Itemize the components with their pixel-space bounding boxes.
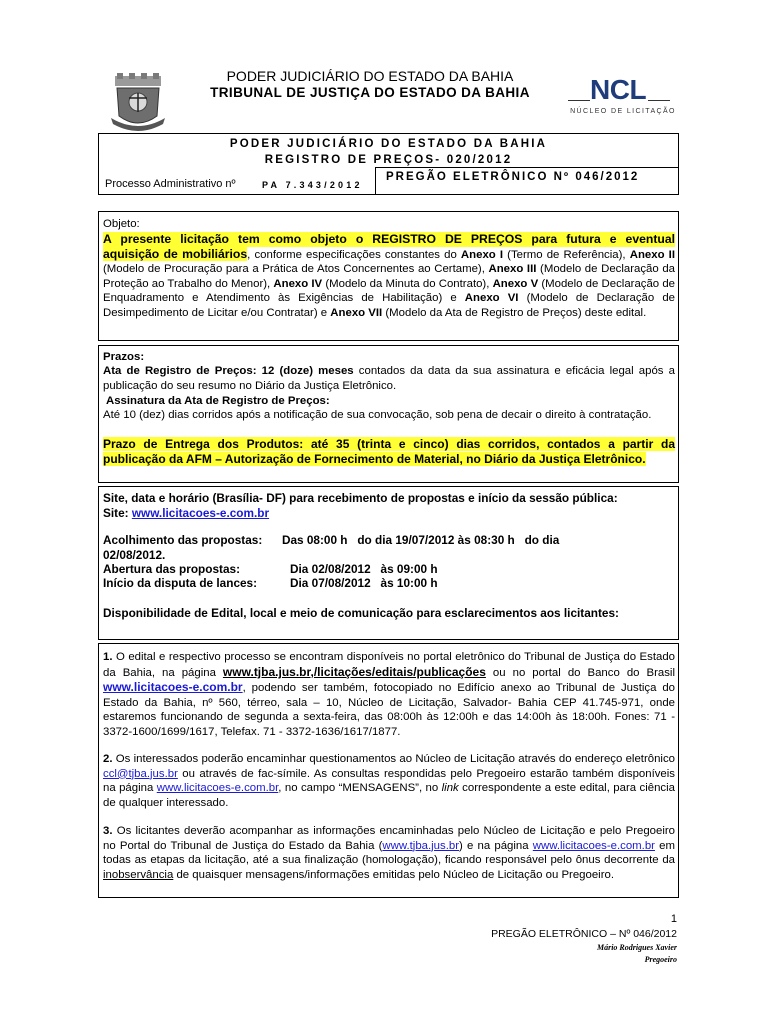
acolhimento-line-2: 02/08/2012. — [103, 548, 166, 562]
tjba-link[interactable]: www.tjba.jus.br — [382, 839, 460, 852]
anexo-3: Anexo III — [488, 263, 537, 276]
anexo-6: Anexo VI — [464, 292, 519, 305]
item-2-number: 2. — [103, 753, 113, 765]
item-1-text-a: O edital e respectivo processo se encontram disponíveis no portal eletrônico do Tribunal de Justiça do Estado da Bahia, na página — [103, 651, 675, 679]
header-line-1: PODER JUDICIÁRIO DO ESTADO DA BAHIA — [226, 68, 514, 84]
objeto-label: Objeto: — [103, 218, 140, 230]
ncl-logo-text: NCL — [590, 74, 647, 105]
anexo-5: Anexo V — [492, 277, 539, 290]
title-line-2: REGISTRO DE PREÇOS- 020/2012 — [264, 154, 513, 166]
process-value: PA 7.343/2012 — [262, 180, 363, 190]
ncl-subtitle: NÚCLEO DE LICITAÇÃO — [570, 108, 676, 115]
licitacoes-e-link-3[interactable]: www.licitacoes-e.com.br — [532, 839, 655, 852]
anexo-7: Anexo VII — [330, 306, 383, 319]
disponibilidade-heading: Disponibilidade de Edital, local e meio de comunicação para esclarecimentos aos licitantes: — [103, 606, 619, 620]
item-1-number: 1. — [103, 651, 113, 663]
item-2-italic-link: link — [441, 782, 459, 795]
tjba-licitacoes-link[interactable]: www.tjba.jus.br,/licitações/editais/publicações — [222, 664, 486, 679]
site-label: Site: — [103, 506, 132, 520]
objeto-highlight-2: aquisição de mobiliários — [103, 246, 248, 261]
licitacoes-e-link[interactable]: www.licitacoes-e.com.br — [103, 680, 243, 695]
anexo-4: Anexo IV — [273, 277, 323, 290]
assinatura-label: Assinatura da Ata de Registro de Preços: — [106, 395, 330, 407]
inicio-value: Dia 07/08/2012 às 10:00 h — [290, 576, 438, 590]
site-line — [103, 506, 675, 521]
prazo-entrega-highlight: Prazo de Entrega dos Produtos: até 35 (trinta e cinco) dias corridos, contados a partir da publicação da AFM – Autorização de Fornecimento de Material, no Diário da Justiça Eletrônico. — [103, 437, 675, 466]
item-1-text-b: ou no portal do Banco do Brasil — [485, 666, 675, 679]
item-3-number: 3. — [103, 825, 113, 837]
item-3-text-b: ) e na página — [459, 839, 533, 852]
item-3-text-c: em todas as etapas da licitação, até a sua finalização (homologação), ficando responsável pelo ônus decorrente da — [103, 839, 675, 867]
acolhimento-line: Acolhimento das propostas: Das 08:00 h do dia 19/07/2012 às 08:30 h do dia — [103, 533, 560, 547]
item-2-text-c: , no campo “MENSAGENS”, no — [278, 782, 442, 795]
item-2 — [103, 752, 675, 810]
process-label: Processo Administrativo nº — [105, 178, 236, 190]
objeto-text-1: , conforme especificações constantes do — [247, 248, 461, 261]
anexo-2: Anexo II — [629, 248, 675, 261]
title-line-1: PODER JUDICIÁRIO DO ESTADO DA BAHIA — [229, 138, 548, 150]
licitacoes-e-link-2[interactable]: www.licitacoes-e.com.br — [156, 782, 279, 795]
objeto-text-6: (Modelo de Declaração de Enquadramento e Atendimento às Exigências de Habilitação) e — [103, 277, 675, 305]
page-number: 1 — [670, 913, 677, 925]
item-1 — [103, 650, 675, 740]
ncl-logo — [568, 72, 678, 122]
anexo-1: Anexo I — [460, 248, 504, 261]
objeto-text-2: (Termo de Referência), — [503, 248, 626, 261]
objeto-text-7: (Modelo de Declaração de Desimpedimento de Licitar e/ou Contratar) e — [103, 292, 675, 319]
objeto-text — [103, 232, 675, 321]
abertura-value: Dia 02/08/2012 às 09:00 h — [290, 562, 438, 576]
item-3-text-d: de quaisquer mensagens/informações emitidas pelo Núcleo de Licitação ou Pregoeiro. — [173, 868, 614, 881]
tjba-crest-logo — [107, 72, 169, 134]
objeto-text-5: (Modelo da Minuta do Contrato), — [322, 277, 493, 290]
site-heading: Site, data e horário (Brasília- DF) para recebimento de propostas e início da sessão pública: — [103, 491, 618, 505]
item-2-text-b: ou através de fac-símile. As consultas respondidas pelo Pregoeiro estarão também disponíveis na página — [103, 767, 675, 795]
abertura-label: Abertura das propostas: — [103, 562, 241, 576]
objeto-highlight-1: A presente licitação tem como objeto o REGISTRO DE PREÇOS para futura e eventual — [103, 232, 675, 246]
prazos-label: Prazos: — [103, 351, 145, 363]
objeto-text-4: (Modelo de Declaração da Proteção ao Trabalho do Menor), — [103, 263, 675, 290]
item-3-text-a: Os licitantes deverão acompanhar as informações encaminhadas pelo Núcleo de Licitação e pelo Pregoeiro no Portal do Tribunal de Justiça do Estado da Bahia ( — [103, 825, 675, 852]
item-2-text-a: Os interessados poderão encaminhar questionamentos ao Núcleo de Licitação através do endereço eletrônico — [112, 753, 675, 765]
header-line-2: TRIBUNAL DE JUSTIÇA DO ESTADO DA BAHIA — [210, 85, 530, 100]
item-3-underlined: inobservância — [103, 868, 174, 881]
ata-registro-text — [103, 364, 675, 393]
footer-role: Pregoeiro — [644, 955, 677, 964]
item-1-text-c: , podendo ser também, fotocopiado no Edifício anexo ao Tribunal de Justiça do Estado da Bahia, nº 560, térreo, sala – 10, Núcleo de Licitação, Salvador- Bahia CEP 41.745-971, onde estaremos funcionando de segunda a sexta-feira, das 08:00h às 12:00h e das 14:00h às 18:00h. Fones: 71 - 3372-1600/1699/1617, Telefax. 71 - 3372-1636/1617/1877. — [103, 682, 675, 738]
objeto-text-3: (Modelo de Procuração para a Prática de Atos Concernentes ao Certame), — [103, 263, 489, 276]
pregao-title: PREGÃO ELETRÔNICO Nº 046/2012 — [386, 171, 640, 183]
prazo-entrega — [103, 437, 675, 467]
assinatura-text: Até 10 (dez) dias corridos após a notificação de sua convocação, sob pena de decair o direito à contratação. — [103, 409, 652, 421]
inicio-label: Início da disputa de lances: — [103, 576, 258, 590]
footer-name: Mário Rodrigues Xavier — [596, 943, 677, 952]
site-link[interactable]: www.licitacoes-e.com.br — [131, 506, 270, 520]
item-2-text-d: correspondente a este edital, para ciência de qualquer interessado. — [103, 782, 675, 809]
ata-registro-rest: contados da data da sua assinatura e eficácia legal após a publicação do seu resumo no Diário da Justiça Eletrônico. — [103, 365, 675, 392]
ata-registro-bold: Ata de Registro de Preços: 12 (doze) meses — [103, 365, 354, 377]
footer-pregao: PREGÃO ELETRÔNICO – Nº 046/2012 — [491, 928, 677, 940]
objeto-text-8: (Modelo da Ata de Registro de Preços) deste edital. — [382, 306, 647, 319]
item-3 — [103, 824, 675, 882]
ccl-email-link[interactable]: ccl@tjba.jus.br — [103, 767, 178, 780]
